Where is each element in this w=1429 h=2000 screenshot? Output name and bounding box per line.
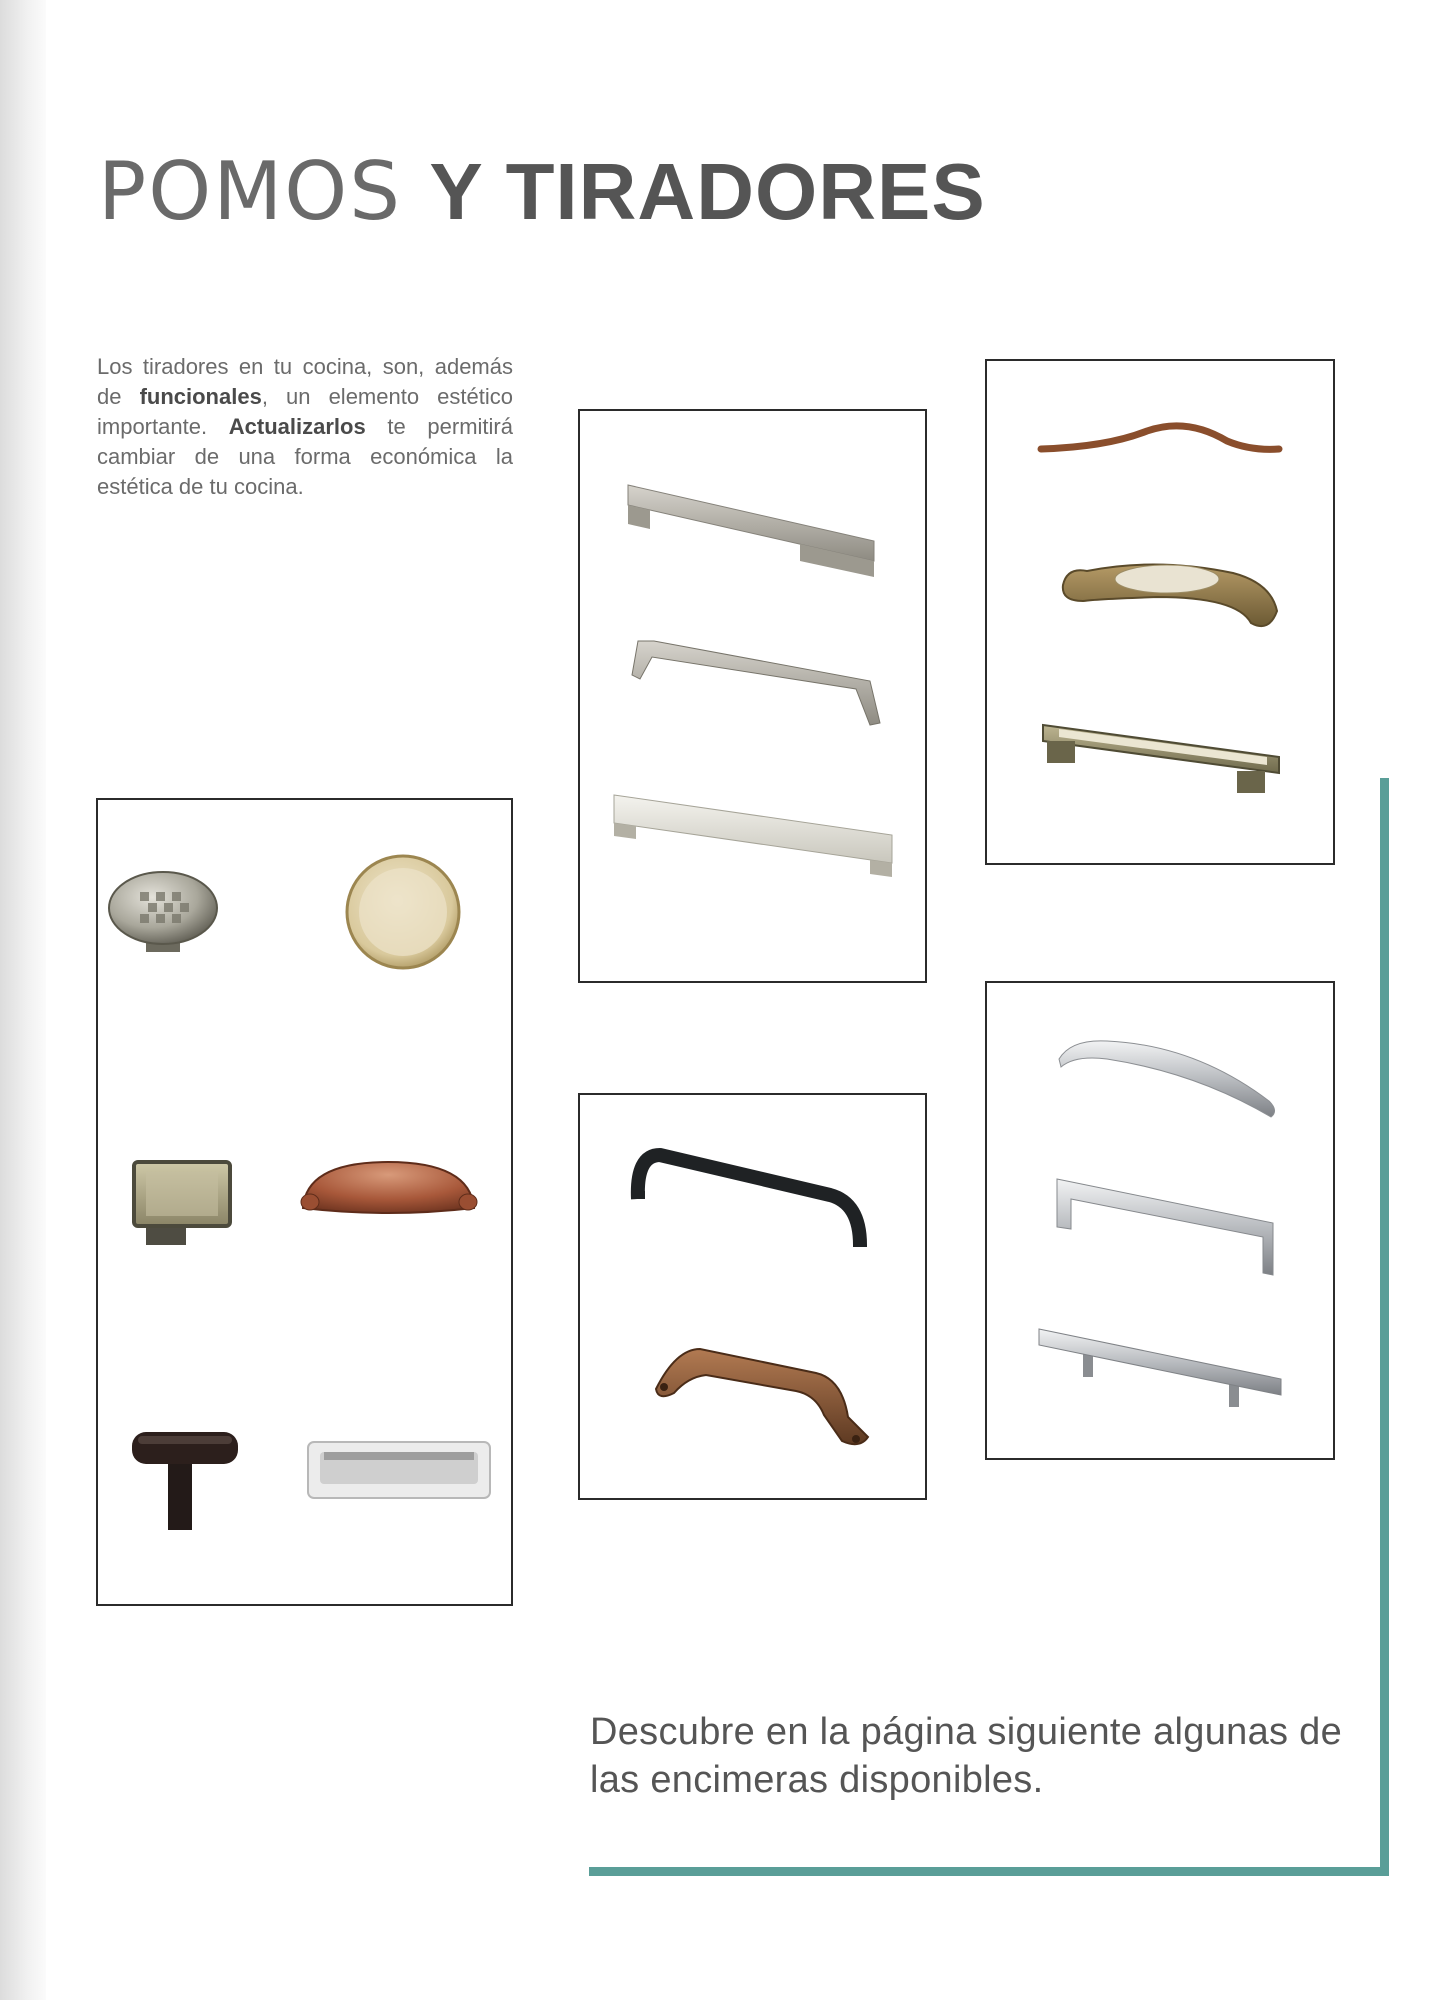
chrome-handles-illustrations [987,983,1337,1462]
modern-handles-illustrations [580,411,929,985]
intro-text-3: te permitirá cambiar de una forma económica la estética de tu cocina. [97,414,513,499]
title-light: POMOS [98,145,430,238]
page-fold-shadow [0,0,46,2000]
chrome-square-handle-image [1057,1179,1273,1275]
black-t-knob-image [132,1432,238,1530]
intro-bold-funcionales: funcionales [139,384,262,409]
white-recessed-pull-image [308,1442,490,1498]
next-page-callout: Descubre en la página siguiente algunas de las encimeras disponibles. [590,1711,1343,1801]
steel-rail-handle-image [1039,1329,1281,1407]
accent-line-horizontal [589,1867,1389,1876]
knobs-illustrations [98,800,515,1608]
bronze-rustic-handle-image [656,1349,868,1444]
black-arch-handle-image [638,1155,860,1247]
cream-ceramic-knob-image [347,856,459,968]
checkered-knob-image [109,872,217,952]
chrome-curved-handle-image [1059,1041,1275,1117]
angled-nickel-handle-image [632,641,880,725]
accent-line-vertical [1380,778,1389,1876]
brushed-nickel-bar-handle-image [628,485,874,577]
copper-cup-pull-image [301,1162,477,1213]
copper-wave-handle-image [1041,426,1279,449]
title-bold: Y TIRADORES [429,147,986,236]
white-flat-handle-image [614,795,892,877]
intro-bold-actualizarlos: Actualizarlos [228,414,366,439]
square-brass-knob-image [134,1162,230,1245]
knobs-panel [96,798,513,1606]
rustic-handles-panel [985,359,1335,865]
dark-handles-panel [578,1093,927,1500]
intro-paragraph [97,352,513,502]
intro-text-2: , un elemento estético importante. [97,384,513,439]
dark-handles-illustrations [580,1095,929,1502]
chrome-handles-panel [985,981,1335,1460]
rustic-handles-illustrations [987,361,1337,867]
modern-handles-panel [578,409,927,983]
intro-text-1: Los tiradores en tu cocina, son, además de [97,354,513,409]
brass-ceramic-bar-handle-image [1043,725,1279,793]
bronze-ceramic-handle-image [1063,564,1277,626]
page-title [98,142,986,242]
